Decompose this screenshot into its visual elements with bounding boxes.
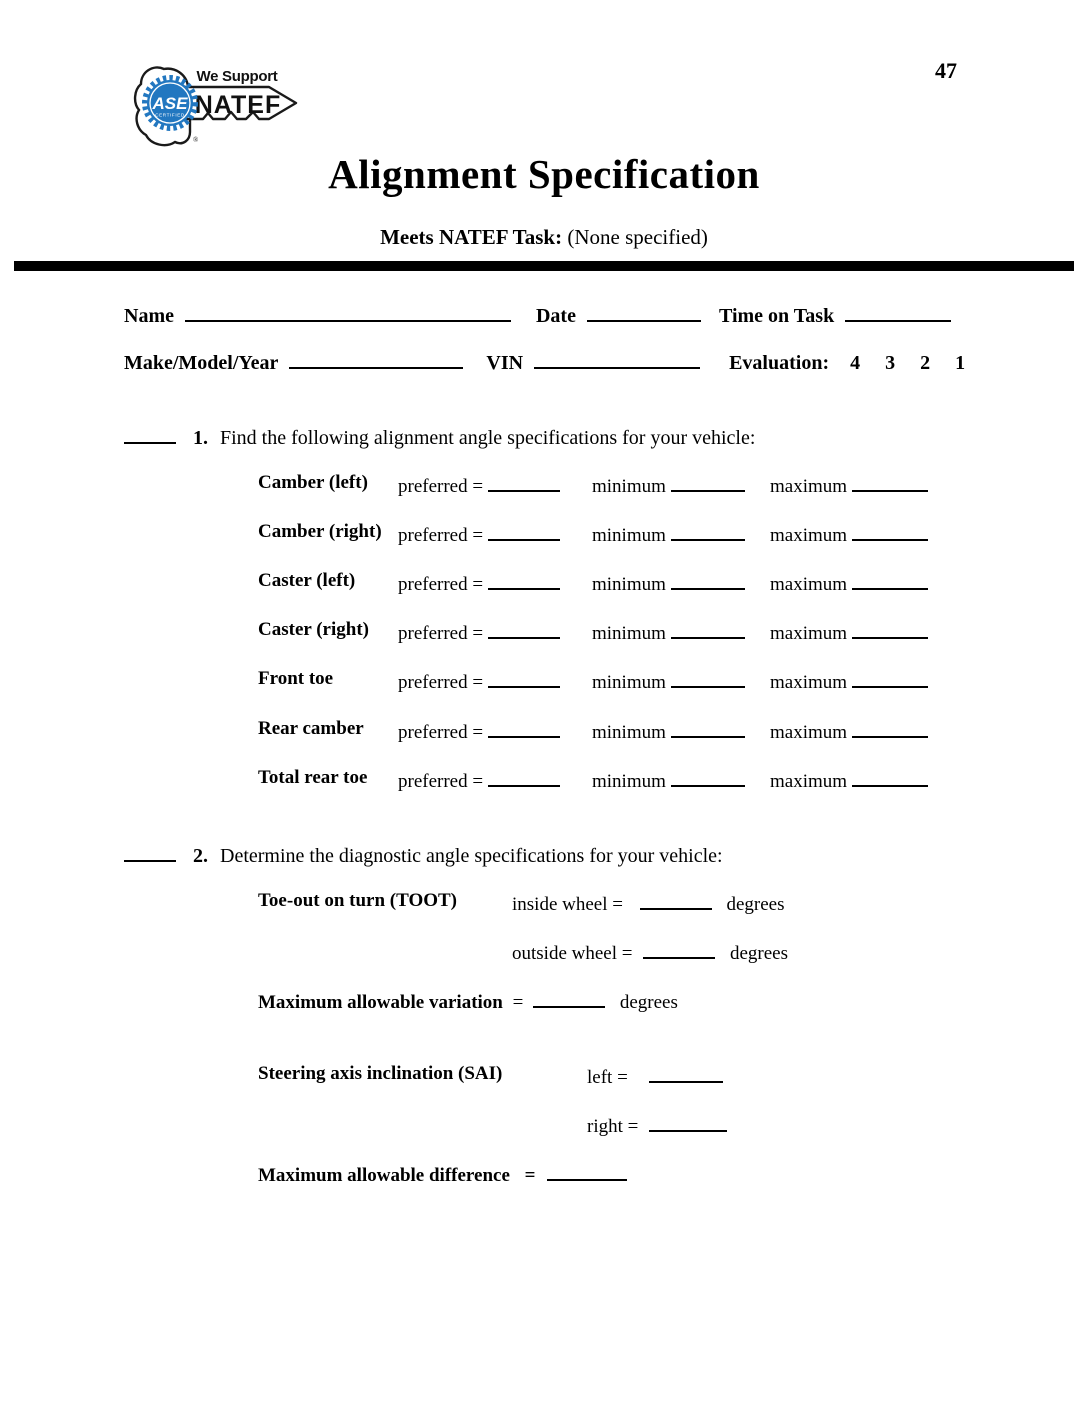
sai-right-row bbox=[0, 1112, 1088, 1142]
maximum-label: maximum bbox=[770, 574, 848, 595]
minimum-label: minimum bbox=[592, 672, 666, 693]
section2-header bbox=[124, 842, 723, 868]
make-model-year-label: Make/Model/Year bbox=[124, 352, 279, 374]
section1-prompt: Find the following alignment angle specifications for your vehicle: bbox=[220, 427, 756, 449]
meets-natef-task-value: (None specified) bbox=[567, 225, 708, 249]
spec-row-front-toe bbox=[0, 668, 1088, 698]
registered-mark: ® bbox=[193, 136, 199, 144]
minimum-blank[interactable] bbox=[671, 619, 745, 639]
preferred-blank[interactable] bbox=[488, 767, 560, 787]
toot-label: Toe-out on turn (TOOT) bbox=[258, 890, 458, 911]
max-variation-blank[interactable] bbox=[533, 988, 605, 1008]
preferred-label: preferred = bbox=[398, 525, 484, 546]
section1-number: 1. bbox=[193, 427, 208, 449]
max-difference-label: Maximum allowable difference bbox=[258, 1165, 510, 1186]
minimum-blank[interactable] bbox=[671, 472, 745, 492]
inside-wheel-label: inside wheel = bbox=[512, 894, 623, 915]
maximum-label: maximum bbox=[770, 476, 848, 497]
inside-wheel-blank[interactable] bbox=[640, 890, 712, 910]
maximum-label: maximum bbox=[770, 525, 848, 546]
logo-natef-text: NATEF bbox=[194, 91, 282, 119]
evaluation-score-1: 1 bbox=[955, 352, 966, 374]
maximum-label: maximum bbox=[770, 771, 848, 792]
time-on-task-label: Time on Task bbox=[718, 305, 835, 327]
maximum-label: maximum bbox=[770, 672, 848, 693]
maximum-label: maximum bbox=[770, 623, 848, 644]
equals-sign: = bbox=[512, 992, 524, 1013]
natef-logo bbox=[133, 56, 305, 153]
preferred-blank[interactable] bbox=[488, 570, 560, 590]
row-label: Caster (right) bbox=[258, 619, 369, 640]
maximum-blank[interactable] bbox=[852, 767, 928, 787]
sai-right-label: right = bbox=[587, 1116, 639, 1137]
preferred-blank[interactable] bbox=[488, 472, 560, 492]
spec-row-caster-right bbox=[0, 619, 1088, 649]
row-label: Caster (left) bbox=[258, 570, 356, 591]
preferred-label: preferred = bbox=[398, 574, 484, 595]
page-title: Alignment Specification bbox=[328, 151, 760, 197]
make-model-year-blank[interactable] bbox=[289, 349, 463, 369]
minimum-blank[interactable] bbox=[671, 521, 745, 541]
logo-we-support-text: We Support bbox=[196, 68, 278, 85]
spec-row-rear-camber bbox=[0, 718, 1088, 748]
preferred-label: preferred = bbox=[398, 623, 484, 644]
info-line-2 bbox=[124, 349, 965, 375]
minimum-label: minimum bbox=[592, 623, 666, 644]
equals-sign: = bbox=[524, 1165, 536, 1186]
max-variation-label: Maximum allowable variation bbox=[258, 992, 503, 1013]
divider-rule bbox=[14, 261, 1074, 271]
toot-inside-row bbox=[0, 890, 1088, 920]
sai-label: Steering axis inclination (SAI) bbox=[258, 1063, 503, 1084]
minimum-blank[interactable] bbox=[671, 570, 745, 590]
maximum-label: maximum bbox=[770, 722, 848, 743]
preferred-blank[interactable] bbox=[488, 718, 560, 738]
minimum-label: minimum bbox=[592, 525, 666, 546]
date-blank[interactable] bbox=[587, 302, 701, 322]
max-variation-row bbox=[0, 988, 1088, 1018]
vin-blank[interactable] bbox=[534, 349, 700, 369]
outside-wheel-label: outside wheel = bbox=[512, 943, 633, 964]
name-blank[interactable] bbox=[185, 302, 511, 322]
preferred-label: preferred = bbox=[398, 771, 484, 792]
spec-row-caster-left bbox=[0, 570, 1088, 600]
minimum-blank[interactable] bbox=[671, 767, 745, 787]
degrees-label: degrees bbox=[726, 894, 785, 915]
maximum-blank[interactable] bbox=[852, 570, 928, 590]
row-label: Front toe bbox=[258, 668, 334, 689]
logo-certified-text: CERTIFIED bbox=[155, 112, 185, 118]
spec-row-total-rear-toe bbox=[0, 767, 1088, 797]
evaluation-label: Evaluation: bbox=[729, 352, 830, 374]
minimum-label: minimum bbox=[592, 771, 666, 792]
vin-label: VIN bbox=[486, 352, 524, 374]
row-label: Total rear toe bbox=[258, 767, 368, 788]
minimum-label: minimum bbox=[592, 574, 666, 595]
minimum-label: minimum bbox=[592, 476, 666, 497]
sai-right-blank[interactable] bbox=[649, 1112, 727, 1132]
sai-left-blank[interactable] bbox=[649, 1063, 723, 1083]
row-label: Camber (left) bbox=[258, 472, 368, 493]
minimum-label: minimum bbox=[592, 722, 666, 743]
degrees-label: degrees bbox=[729, 943, 788, 964]
minimum-blank[interactable] bbox=[671, 668, 745, 688]
preferred-label: preferred = bbox=[398, 722, 484, 743]
logo-ase-text: ASE bbox=[152, 94, 188, 113]
sai-left-row bbox=[0, 1063, 1088, 1093]
maximum-blank[interactable] bbox=[852, 472, 928, 492]
max-difference-row bbox=[0, 1161, 1088, 1191]
section2-number: 2. bbox=[193, 845, 208, 867]
row-label: Camber (right) bbox=[258, 521, 382, 542]
preferred-blank[interactable] bbox=[488, 668, 560, 688]
meets-natef-task-label: Meets NATEF Task: bbox=[380, 225, 563, 249]
evaluation-score-2: 2 bbox=[920, 352, 931, 374]
key-icon bbox=[133, 56, 305, 148]
max-difference-blank[interactable] bbox=[547, 1161, 627, 1181]
spec-row-camber-left bbox=[0, 472, 1088, 502]
preferred-blank[interactable] bbox=[488, 521, 560, 541]
spec-row-camber-right bbox=[0, 521, 1088, 551]
meets-natef-task-line bbox=[0, 225, 1088, 250]
section2-check-blank[interactable] bbox=[124, 842, 176, 862]
section2-prompt: Determine the diagnostic angle specifications for your vehicle: bbox=[220, 845, 723, 867]
outside-wheel-blank[interactable] bbox=[643, 939, 715, 959]
section1-check-blank[interactable] bbox=[124, 424, 176, 444]
minimum-blank[interactable] bbox=[671, 718, 745, 738]
preferred-blank[interactable] bbox=[488, 619, 560, 639]
sai-left-label: left = bbox=[587, 1067, 628, 1088]
date-label: Date bbox=[535, 305, 576, 327]
preferred-label: preferred = bbox=[398, 476, 484, 497]
row-label: Rear camber bbox=[258, 718, 364, 739]
preferred-label: preferred = bbox=[398, 672, 484, 693]
degrees-label: degrees bbox=[619, 992, 678, 1013]
evaluation-score-3: 3 bbox=[885, 352, 896, 374]
evaluation-score-4: 4 bbox=[850, 352, 861, 374]
maximum-blank[interactable] bbox=[852, 718, 928, 738]
maximum-blank[interactable] bbox=[852, 668, 928, 688]
time-on-task-blank[interactable] bbox=[845, 302, 951, 322]
page-number: 47 bbox=[935, 58, 957, 83]
maximum-blank[interactable] bbox=[852, 619, 928, 639]
section1-header bbox=[124, 424, 755, 450]
ase-gear-icon bbox=[145, 78, 195, 128]
maximum-blank[interactable] bbox=[852, 521, 928, 541]
toot-outside-row bbox=[0, 939, 1088, 969]
info-line-1 bbox=[124, 302, 951, 328]
name-label: Name bbox=[124, 305, 174, 327]
